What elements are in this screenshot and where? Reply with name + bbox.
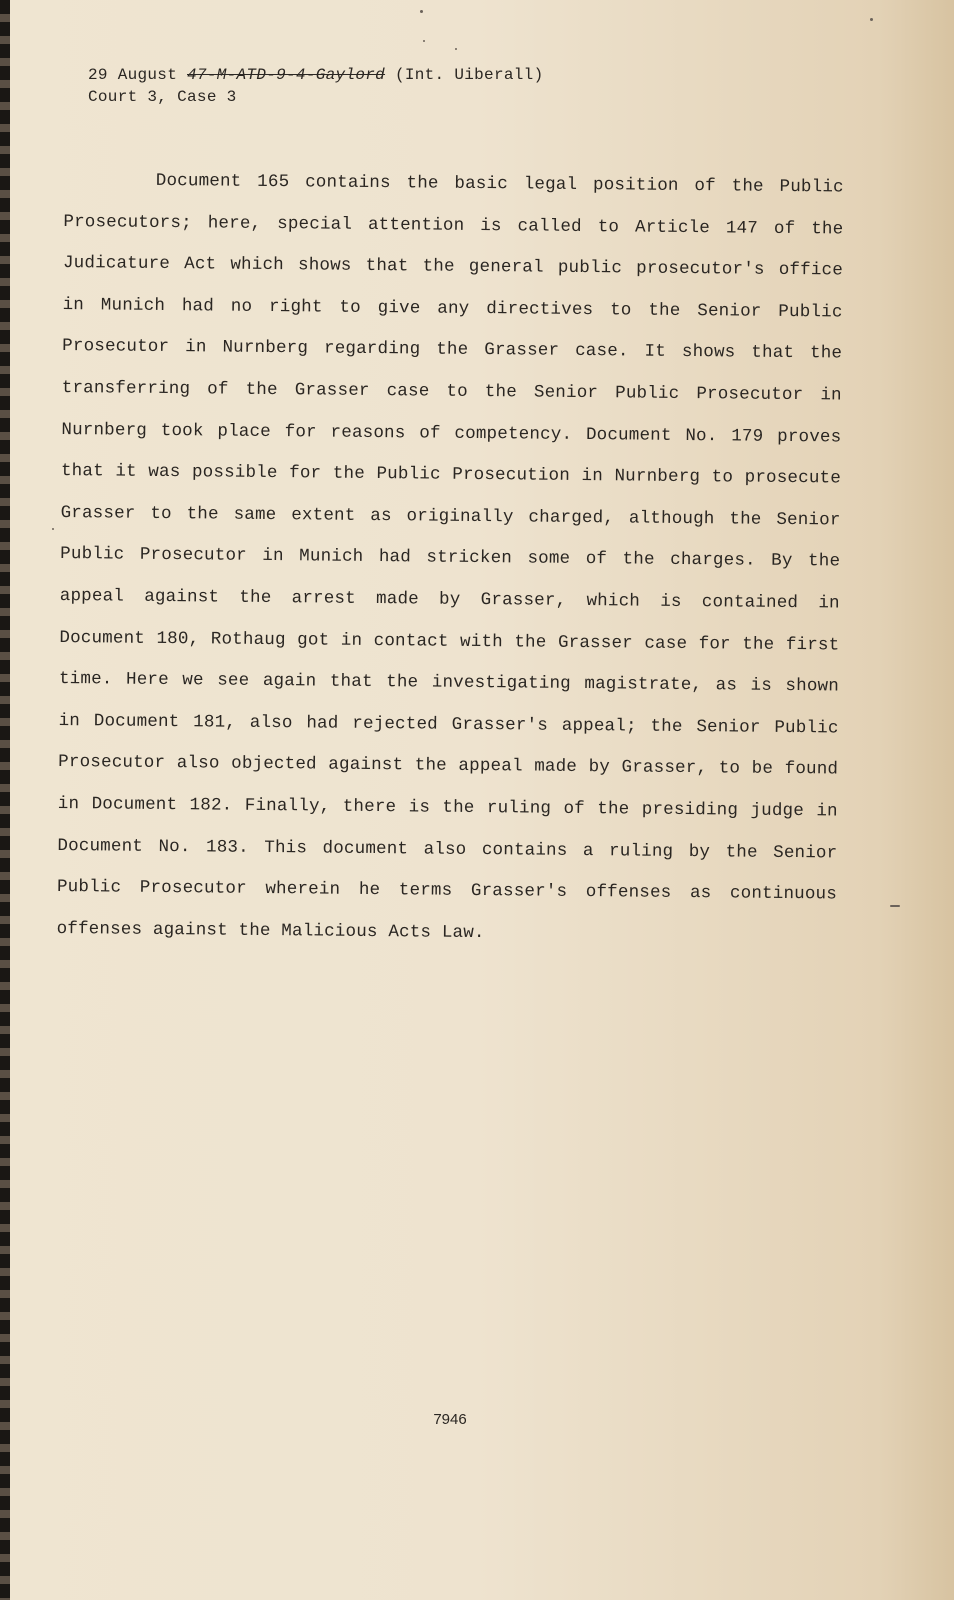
binding-edge [0,0,10,1600]
paper-speck [455,48,457,50]
paper-speck [870,18,873,21]
paper-speck [52,528,54,530]
paper-speck [890,905,900,907]
body-paragraph: Document 165 contains the basic legal position of the Public Prosecutors; here, special attention is called to Article 147 of the Judicature Act which shows that the general public prosecutor's office in Munich had no right to give any directives to the Senior Public Prosecutor in Nurnberg regarding the Grasser case. It shows that the transferring of the Grasser case to the Senior Public Prosecutor in Nurnberg took place for reasons of competency. Document No. 179 proves that it was possible for the Public Prosecution in Nurnberg to prosecute Grasser to the same extent as originally charged, although the Senior Public Prosecutor in Munich had stricken some of the charges. By the appeal against the arrest made by Grasser, which is contained in Document 180, Rothaug got in contact with the Grasser case for the first time. Here we see again that the investigating magistrate, as is shown in Document 181, also had rejected Grasser's appeal; the Senior Public Prosecutor also objected against the appeal made by Grasser, to be found in Document 182. Finally, there is the ruling of the presiding judge in Document No. 183. This document also contains a ruling by the Senior Public Prosecutor wherein he terms Grasser's offenses as continuous offenses against the Malicious Acts Law. [56,170,844,943]
header-struck-reference: 47-M-ATD-9-4-Gaylord [187,66,386,84]
paper-speck [420,10,423,13]
paper-speck [423,40,425,42]
document-body [56,160,844,950]
header-court-case: Court 3, Case 3 [88,88,237,106]
document-header [88,64,543,108]
header-date: 29 August [88,66,188,84]
header-interpreter: (Int. Uiberall) [385,66,544,84]
page-number: 7946 [433,1411,467,1428]
